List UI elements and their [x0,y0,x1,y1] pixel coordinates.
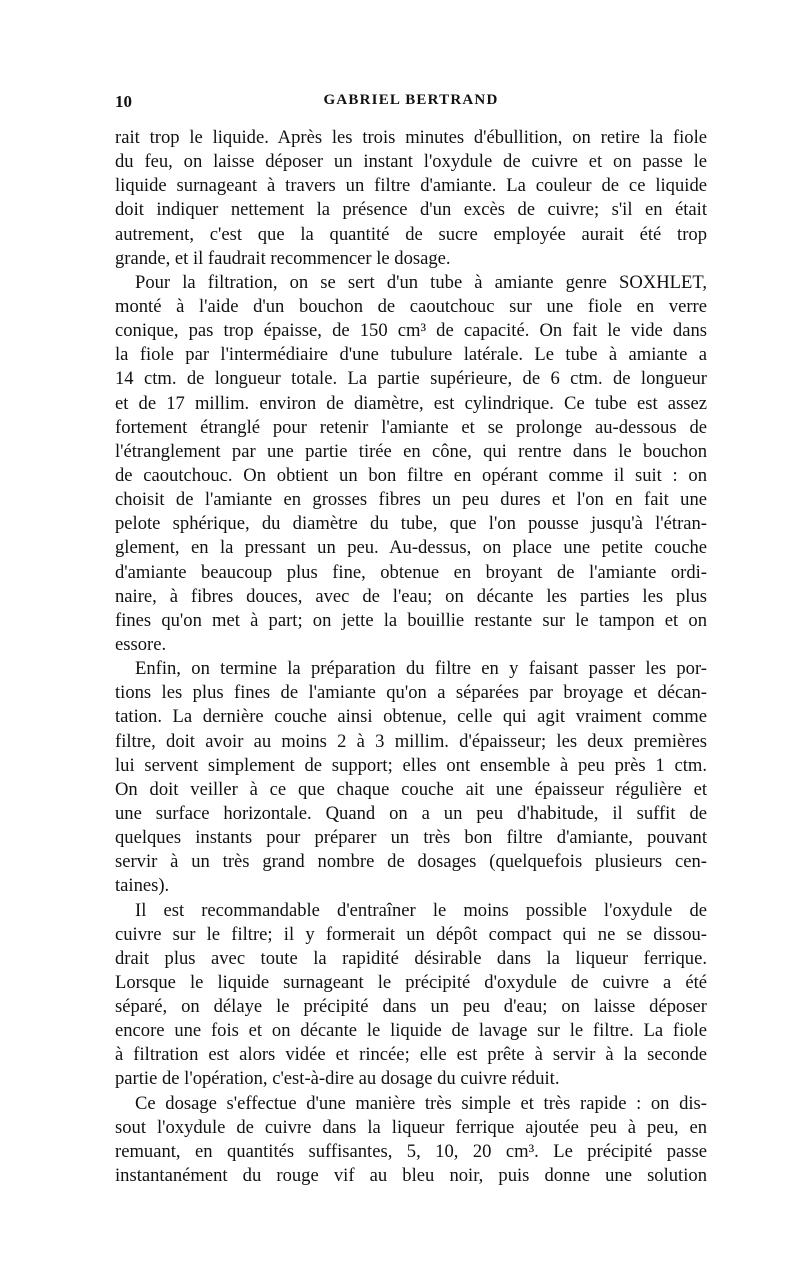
text-line: autrement, c'est que la quantité de sucre employée aurait été trop [115,223,707,245]
text-line: partie de l'opération, c'est-à-dire au dosage du cuivre réduit. [115,1068,560,1090]
text-line: liquide surnageant à travers un filtre d'amiante. La couleur de ce liquide [115,175,707,197]
text-line: fines qu'on met à part; on jette la bouillie restante sur le tampon et on [115,609,707,631]
text-line: instantanément du rouge vif au bleu noir, puis donne une solution [115,1165,707,1187]
text-line: à filtration est alors vidée et rincée; elle est prête à servir à la seconde [115,1044,707,1066]
text-line: quelques instants pour préparer un très bon filtre d'amiante, pouvant [115,827,707,849]
page-number: 10 [115,92,132,111]
text-line: tions les plus fines de l'amiante qu'on a séparées par broyage et décan- [115,682,707,704]
text-line: Ce dosage s'effectue d'une manière très simple et très rapide : on dis- [135,1092,707,1114]
text-line: essore. [115,633,167,655]
text-line: séparé, on délaye le précipité dans un peu d'eau; on laisse déposer [115,996,707,1018]
text-line: taines). [115,875,170,897]
text-line: l'étranglement par une partie tirée en cône, qui rentre dans le bouchon [115,440,707,462]
page-header [115,92,707,118]
running-title: GABRIEL BERTRAND [323,92,499,108]
text-line: la fiole par l'intermédiaire d'une tubulure latérale. Le tube à amiante a [115,344,707,366]
text-line: remuant, en quantités suffisantes, 5, 10, 20 cm³. Le précipité passe [115,1140,707,1162]
text-line: glement, en la pressant un peu. Au-dessus, on place une petite couche [115,537,707,559]
text-line: naire, à fibres douces, avec de l'eau; on décante les parties les plus [115,585,707,607]
text-line: grande, et il faudrait recommencer le dosage. [115,247,451,269]
text-line: sout l'oxydule de cuivre dans la liqueur ferrique ajoutée peu à peu, en [115,1116,707,1138]
text-line: Lorsque le liquide surnageant le précipité d'oxydule de cuivre a été [115,971,707,993]
text-line: une surface horizontale. Quand on a un peu d'habitude, il suffit de [115,802,707,824]
text-line: monté à l'aide d'un bouchon de caoutchouc sur une fiole en verre [115,295,707,317]
text-line: pelote sphérique, du diamètre du tube, que l'on pousse jusqu'à l'étran- [115,513,707,535]
text-line: conique, pas trop épaisse, de 150 cm³ de capacité. On fait le vide dans [115,320,707,342]
text-line: Pour la filtration, on se sert d'un tube à amiante genre SOXHLET, [135,271,707,293]
text-line: tation. La dernière couche ainsi obtenue, celle qui agit vraiment comme [115,706,707,728]
text-line: On doit veiller à ce que chaque couche ait une épaisseur régulière et [115,778,707,800]
text-line: choisit de l'amiante en grosses fibres un peu dures et l'on en fait une [115,489,707,511]
body-text [115,126,707,1188]
text-line: drait plus avec toute la rapidité désirable dans la liqueur ferrique. [115,947,707,969]
text-line: Enfin, on termine la préparation du filtre en y faisant passer les por- [135,658,707,680]
text-line: fortement étranglé pour retenir l'amiante et se prolonge au-dessous de [115,416,707,438]
text-line: et de 17 millim. environ de diamètre, est cylindrique. Ce tube est assez [115,392,707,414]
text-line: cuivre sur le filtre; il y formerait un dépôt compact qui ne se dissou- [115,923,707,945]
text-line: de caoutchouc. On obtient un bon filtre en opérant comme il suit : on [115,464,707,486]
text-line: du feu, on laisse déposer un instant l'oxydule de cuivre et on passe le [115,151,707,173]
text-line: doit indiquer nettement la présence d'un excès de cuivre; s'il en était [115,199,707,221]
text-line: Il est recommandable d'entraîner le moins possible l'oxydule de [135,899,707,921]
text-line: d'amiante beaucoup plus fine, obtenue en broyant de l'amiante ordi- [115,561,707,583]
text-line: servir à un très grand nombre de dosages (quelquefois plusieurs cen- [115,851,707,873]
text-line: rait trop le liquide. Après les trois minutes d'ébullition, on retire la fiole [115,127,707,148]
text-line: lui servent simplement de support; elles ont ensemble à peu près 1 ctm. [115,754,707,776]
text-line: filtre, doit avoir au moins 2 à 3 millim. d'épaisseur; les deux premières [115,730,707,752]
text-line: 14 ctm. de longueur totale. La partie supérieure, de 6 ctm. de longueur [115,368,707,390]
text-line: encore une fois et on décante le liquide de lavage sur le filtre. La fiole [115,1020,707,1042]
